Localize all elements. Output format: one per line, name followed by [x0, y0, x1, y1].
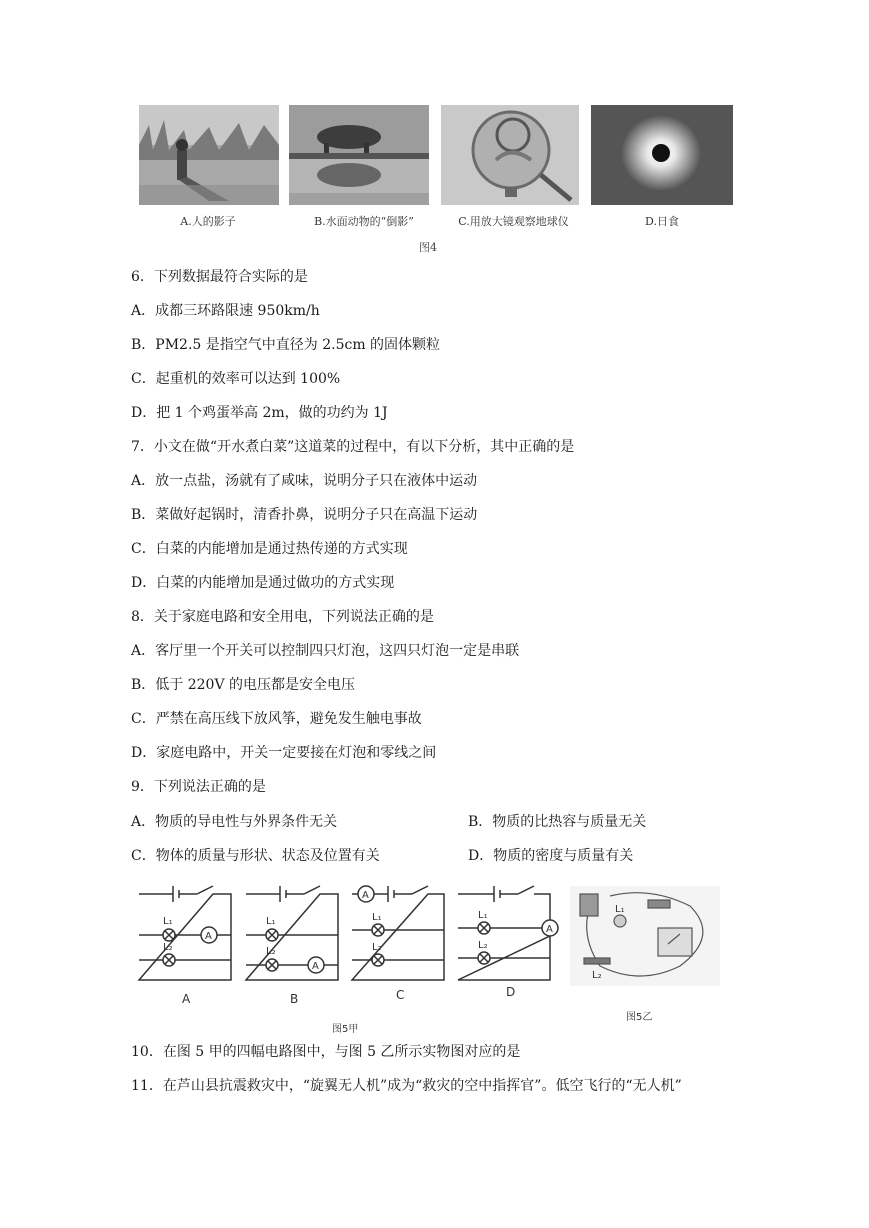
- figure-5: [130, 880, 730, 1040]
- circuit-b: [242, 880, 342, 990]
- q9-option-a: A．物质的导电性与外界条件无关: [131, 814, 338, 830]
- q8-option-b: B．低于 220V 的电压都是安全电压: [131, 677, 356, 693]
- photo-magnifier-globe: [441, 105, 579, 205]
- figure-5-jia-label: 图5甲: [332, 1024, 359, 1035]
- q7-stem: 7．小文在做“开水煮白菜”这道菜的过程中，有以下分析，其中正确的是: [131, 439, 575, 455]
- circuit-c-label: C: [396, 988, 405, 1002]
- circuit-d: [454, 880, 564, 990]
- q8-option-c: C．严禁在高压线下放风筝，避免发生触电事故: [131, 711, 422, 727]
- photo-animal-reflection: [289, 105, 429, 205]
- svg-text:L₂: L₂: [478, 940, 488, 951]
- svg-text:L₂: L₂: [266, 946, 276, 957]
- caption-d: D.日食: [645, 215, 679, 228]
- svg-text:A: A: [205, 931, 212, 942]
- circuit-b-label: B: [290, 992, 299, 1006]
- caption-a: A.人的影子: [180, 215, 236, 228]
- q6-stem: 6．下列数据最符合实际的是: [131, 269, 308, 285]
- q8-option-d: D．家庭电路中，开关一定要接在灯泡和零线之间: [131, 745, 437, 761]
- circuit-c: [348, 880, 448, 990]
- q11-stem: 11．在芦山县抗震救灾中，“旋翼无人机”成为“救灾的空中指挥官”。低空飞行的“无人机”: [131, 1078, 682, 1094]
- q8-option-a: A．客厅里一个开关可以控制四只灯泡，这四只灯泡一定是串联: [131, 643, 520, 659]
- svg-text:L₁: L₁: [372, 912, 382, 923]
- caption-b: B.水面动物的“倒影”: [314, 215, 414, 228]
- q6-option-a: A．成都三环路限速 950km/h: [131, 303, 320, 319]
- q10-stem: 10．在图 5 甲的四幅电路图中，与图 5 乙所示实物图对应的是: [131, 1044, 521, 1060]
- q9-option-b: B．物质的比热容与质量无关: [468, 814, 647, 830]
- q6-option-b: B．PM2.5 是指空气中直径为 2.5cm 的固体颗粒: [131, 337, 441, 353]
- figure-4: [133, 103, 735, 261]
- q7-option-d: D．白菜的内能增加是通过做功的方式实现: [131, 575, 395, 591]
- q7-option-a: A．放一点盐，汤就有了咸味，说明分子只在液体中运动: [131, 473, 478, 489]
- svg-text:L₁: L₁: [615, 904, 625, 915]
- photo-human-shadow: [139, 105, 279, 205]
- q7-option-b: B．菜做好起锅时，清香扑鼻，说明分子只在高温下运动: [131, 507, 478, 523]
- caption-c: C.用放大镜观察地球仪: [458, 215, 569, 228]
- physical-circuit-photo: [570, 886, 720, 986]
- svg-text:L₁: L₁: [478, 910, 488, 921]
- svg-text:L₂: L₂: [163, 942, 173, 953]
- figure-4-label: 图4: [419, 241, 437, 254]
- circuit-a: [135, 880, 235, 990]
- svg-text:A: A: [312, 961, 319, 972]
- q9-option-c: C．物体的质量与形状、状态及位置有关: [131, 848, 380, 864]
- svg-text:L₂: L₂: [372, 942, 382, 953]
- svg-text:L₁: L₁: [163, 916, 173, 927]
- figure-5-yi-label: 图5乙: [626, 1012, 653, 1023]
- circuit-d-label: D: [506, 985, 516, 999]
- svg-text:A: A: [546, 924, 553, 935]
- q8-stem: 8．关于家庭电路和安全用电，下列说法正确的是: [131, 609, 434, 625]
- svg-text:A: A: [362, 890, 369, 901]
- svg-text:L₁: L₁: [266, 916, 276, 927]
- q6-option-c: C．起重机的效率可以达到 100%: [131, 371, 341, 387]
- q7-option-c: C．白菜的内能增加是通过热传递的方式实现: [131, 541, 408, 557]
- q6-option-d: D．把 1 个鸡蛋举高 2m，做的功约为 1J: [131, 405, 388, 421]
- photo-solar-eclipse: [591, 105, 733, 205]
- q9-option-d: D．物质的密度与质量有关: [468, 848, 634, 864]
- q9-stem: 9．下列说法正确的是: [131, 779, 266, 795]
- circuit-a-label: A: [182, 992, 191, 1006]
- svg-text:L₂: L₂: [592, 970, 602, 981]
